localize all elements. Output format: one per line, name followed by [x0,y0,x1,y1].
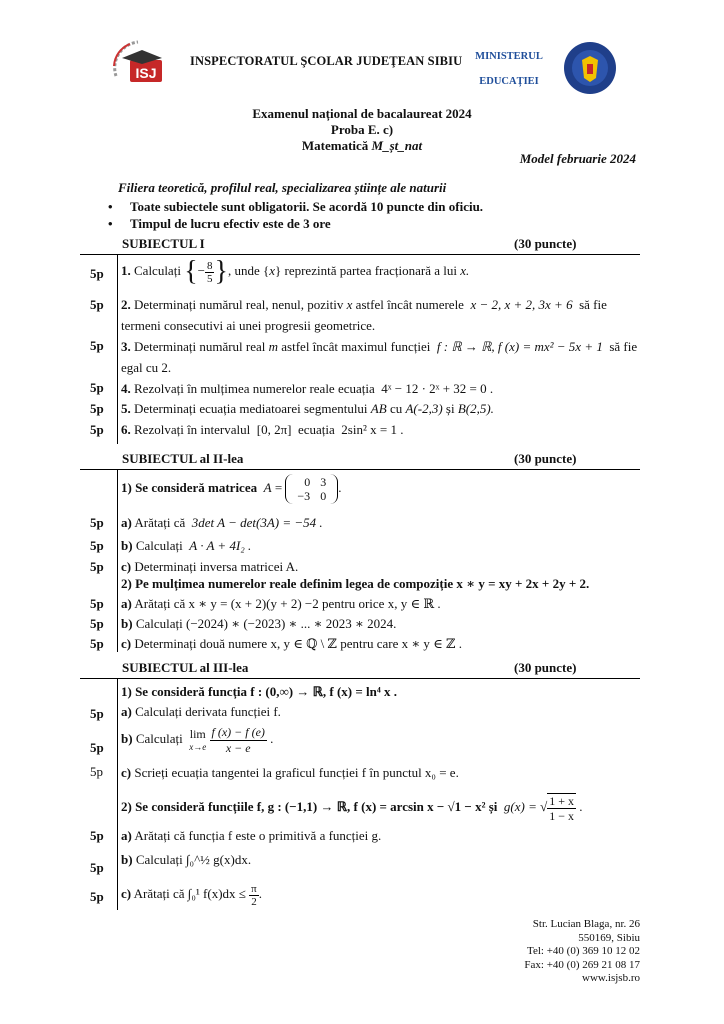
s3-b2: b) Calculați ∫₀^½ g(x)dx. [121,852,252,867]
points-label: 5p [90,297,104,312]
filiera-line: Filiera teoretică, profilul real, specializarea științe ale naturii [118,180,447,195]
question-6: 6. Rezolvați în intervalul [0, 2π] ecuația 2sin² x = 1 . [121,422,404,437]
points-label: 5p [90,636,104,651]
points-label: 5p [90,338,104,353]
points-label: 5p [90,616,104,631]
s2-b: b) Calculați A · A + 4I₂ . [121,538,252,553]
divider [117,254,118,444]
section-title: SUBIECTUL al II-lea [122,451,244,466]
s3-c: c) Scrieți ecuația tangentei la graficul funcției f în punctul x₀ = e. [121,765,459,780]
ministry-name: MINISTERUL EDUCAȚIEI [475,51,543,87]
question-3-cont: egal cu 2. [121,360,172,375]
points-label: 5p [90,380,104,395]
bullet-item: • Toate subiectele sunt obligatorii. Se acordă 10 puncte din oficiu. [108,199,484,214]
bullet-item: • Timpul de lucru efectiv este de 3 ore [108,216,331,231]
divider [80,678,640,679]
s2-b2: b) Calculați (−2024) ∗ (−2023) ∗ ... ∗ 2023 ∗ 2024. [121,616,397,631]
footer-address: Str. Lucian Blaga, nr. 26 550169, Sibiu Tel: +40 (0) 369 10 12 02 Fax: +40 (0) 269 21 08 17 www.isjsb.ro [524,918,640,984]
question-2-cont: termeni consecutivi ai unei progresii geometrice. [121,318,376,333]
question-4: 4. Rezolvați în mulțimea numerelor reale ecuația 4ˣ − 12 · 2ˣ + 32 = 0 . [121,381,494,396]
matrix-a: 0 3 −3 0 [285,474,338,504]
s3-problem-1: 1) Se consideră funcția f : (0,∞) → ℝ, f (x) = ln⁴ x . [121,684,398,699]
s3-b: b) Calculați lim x→e $\frac{f (x) - f (e)}{x - e}$ . [121,724,274,755]
points-label: 5p [90,538,104,553]
points-label: 5p [90,764,103,779]
s2-problem-1: 1) Se consideră matricea A = 0 3 −3 0 . [121,475,342,504]
section-points: (30 puncte) [514,236,577,251]
question-1: 1. Calculați {− $\frac{8}{5}$ }, unde {x} reprezintă partea fracționară a lui x. [121,256,470,288]
logo-text: ISJ [135,65,157,81]
isj-logo [108,36,170,94]
probe-title: Proba E. c) [330,122,394,137]
points-label: 5p [90,596,104,611]
s2-c: c) Determinați inversa matricei A. [121,559,299,574]
question-5: 5. Determinați ecuația mediatoarei segmentului AB cu A(-2,3) și B(2,5). [121,401,494,416]
points-label: 5p [90,860,104,875]
s3-c2: c) Arătați că ∫₀¹ f(x)dx ≤ $\frac{\pi}{2}$ . [121,882,262,908]
points-label: 5p [90,266,104,281]
s3-problem-2: 2) Se consideră funcțiile f, g : (−1,1) → ℝ, f (x) = arcsin x − √1 − x² și g(x) = √ $\frac{1 + x}{1 - x}$ . [121,794,583,824]
points-label: 5p [90,828,104,843]
s2-a: a) Arătați că 3det A − det(3A) = −54 . [121,515,323,530]
points-label: 5p [90,401,104,416]
exam-title: Examenul național de bacalaureat 2024 [252,106,472,121]
s3-a: a) Calculați derivata funcției f. [121,704,281,719]
question-3: 3. Determinați numărul real m astfel încât maximul funcției f : ℝ → ℝ, f (x) = mx² − 5x + 1 să fie [121,339,638,354]
points-label: 5p [90,559,104,574]
section-points: (30 puncte) [514,660,577,675]
subject-title: Matematică M_șt_nat [301,138,423,153]
divider [117,469,118,652]
s2-c2: c) Determinați două numere x, y ∈ ℚ \ ℤ pentru care x ∗ y ∈ ℤ . [121,636,463,651]
inspectorat-title: INSPECTORATUL ŞCOLAR JUDEŢEAN SIBIU [190,54,463,68]
s3-a2: a) Arătați că funcția f este o primitivă a funcției g. [121,828,382,843]
points-label: 5p [90,740,104,755]
government-seal [562,40,618,96]
divider [80,254,640,255]
section-points: (30 puncte) [514,451,577,466]
points-label: 5p [90,422,104,437]
s2-problem-2: 2) Pe mulțimea numerelor reale definim legea de compoziție x ∗ y = xy + 2x + 2y + 2. [121,576,590,591]
section-title: SUBIECTUL I [122,236,205,251]
divider [117,678,118,910]
question-2: 2. Determinați numărul real, nenul, pozitiv x astfel încât numerele x − 2, x + 2, 3x + 6 să fie [121,297,607,312]
s2-a2: a) Arătați că x ∗ y = (x + 2)(y + 2) −2 pentru orice x, y ∈ ℝ . [121,596,441,611]
points-label: 5p [90,889,104,904]
section-title: SUBIECTUL al III-lea [122,660,249,675]
model-date: Model februarie 2024 [519,151,636,166]
points-label: 5p [90,706,104,721]
points-label: 5p [90,515,104,530]
